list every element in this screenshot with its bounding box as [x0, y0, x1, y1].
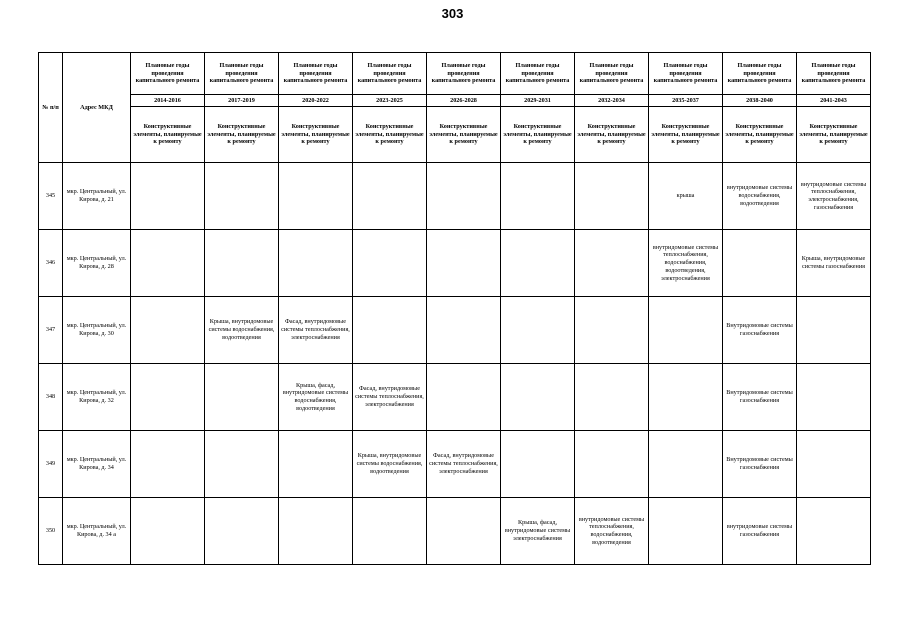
repair-cell — [649, 498, 723, 565]
row-address: мкр. Центральный, ул. Кирова, д. 21 — [63, 163, 131, 230]
repair-cell — [575, 230, 649, 297]
repair-cell — [205, 230, 279, 297]
row-number: 350 — [39, 498, 63, 565]
repair-cell: Фасад, внутридомовые системы теплоснабжения, электроснабжения — [279, 297, 353, 364]
period-years-4: 2026-2028 — [427, 95, 501, 107]
repair-cell: внутридомовые системы теплоснабжения, электроснабжения, газоснабжения — [797, 163, 871, 230]
repair-cell — [649, 364, 723, 431]
period-header-2: Плановые годы проведения капитального ремонта — [279, 53, 353, 95]
elements-header-4: Конструктивные элементы, планируемые к ремонту — [427, 107, 501, 163]
period-header-9: Плановые годы проведения капитального ремонта — [797, 53, 871, 95]
repair-cell — [427, 297, 501, 364]
row-address: мкр. Центральный, ул. Кирова, д. 28 — [63, 230, 131, 297]
repair-cell — [279, 230, 353, 297]
repair-cell: внутридомовые системы газоснабжения — [723, 498, 797, 565]
header-number: № п/п — [39, 53, 63, 163]
repair-cell — [797, 498, 871, 565]
repair-cell: Крыша, внутридомовые системы водоснабжения, водоотведения — [205, 297, 279, 364]
period-header-3: Плановые годы проведения капитального ремонта — [353, 53, 427, 95]
repair-cell — [797, 297, 871, 364]
repair-cell — [797, 364, 871, 431]
repair-cell — [131, 163, 205, 230]
repair-cell: Крыша, фасад, внутридомовые системы водоснабжения, водоотведения — [279, 364, 353, 431]
row-address: мкр. Центральный, ул. Кирова, д. 34 — [63, 431, 131, 498]
elements-header-2: Конструктивные элементы, планируемые к ремонту — [279, 107, 353, 163]
period-header-0: Плановые годы проведения капитального ремонта — [131, 53, 205, 95]
period-header-6: Плановые годы проведения капитального ремонта — [575, 53, 649, 95]
header-address: Адрес МКД — [63, 53, 131, 163]
repair-cell: внутридомовые системы водоснабжения, водоотведения — [723, 163, 797, 230]
row-number: 348 — [39, 364, 63, 431]
row-number: 349 — [39, 431, 63, 498]
repair-cell — [353, 163, 427, 230]
elements-header-6: Конструктивные элементы, планируемые к ремонту — [575, 107, 649, 163]
row-address: мкр. Центральный, ул. Кирова, д. 30 — [63, 297, 131, 364]
repair-cell: Внутридомовые системы газоснабжения — [723, 431, 797, 498]
capital-repair-table — [38, 52, 871, 565]
repair-cell: внутридомовые системы теплоснабжения, водоснабжения, водоотведения — [575, 498, 649, 565]
table-row — [39, 163, 871, 230]
repair-cell — [501, 230, 575, 297]
period-years-9: 2041-2043 — [797, 95, 871, 107]
elements-header-3: Конструктивные элементы, планируемые к ремонту — [353, 107, 427, 163]
repair-cell — [649, 431, 723, 498]
period-years-6: 2032-2034 — [575, 95, 649, 107]
repair-cell — [575, 297, 649, 364]
repair-cell — [353, 498, 427, 565]
repair-cell — [501, 431, 575, 498]
table-row — [39, 498, 871, 565]
repair-cell: Крыша, фасад, внутридомовые системы электроснабжения — [501, 498, 575, 565]
period-years-3: 2023-2025 — [353, 95, 427, 107]
row-number: 347 — [39, 297, 63, 364]
period-years-2: 2020-2022 — [279, 95, 353, 107]
repair-cell — [279, 498, 353, 565]
repair-cell: Фасад, внутридомовые системы теплоснабжения, электроснабжения — [353, 364, 427, 431]
repair-cell — [575, 163, 649, 230]
repair-cell — [131, 230, 205, 297]
repair-cell — [353, 297, 427, 364]
period-header-8: Плановые годы проведения капитального ремонта — [723, 53, 797, 95]
repair-cell — [205, 364, 279, 431]
period-years-0: 2014-2016 — [131, 95, 205, 107]
period-years-8: 2038-2040 — [723, 95, 797, 107]
page-number: 303 — [441, 6, 464, 21]
repair-cell — [723, 230, 797, 297]
row-number: 345 — [39, 163, 63, 230]
repair-cell — [427, 498, 501, 565]
repair-cell — [131, 431, 205, 498]
elements-header-0: Конструктивные элементы, планируемые к ремонту — [131, 107, 205, 163]
repair-cell — [649, 297, 723, 364]
repair-cell — [131, 498, 205, 565]
repair-cell: Фасад, внутридомовые системы теплоснабжения, электроснабжения — [427, 431, 501, 498]
table-row — [39, 230, 871, 297]
repair-cell — [427, 163, 501, 230]
header-row-elements — [39, 107, 871, 163]
repair-cell — [205, 431, 279, 498]
elements-header-9: Конструктивные элементы, планируемые к ремонту — [797, 107, 871, 163]
repair-cell: Внутридомовые системы газоснабжения — [723, 364, 797, 431]
elements-header-1: Конструктивные элементы, планируемые к ремонту — [205, 107, 279, 163]
repair-cell — [427, 230, 501, 297]
repair-cell — [575, 431, 649, 498]
repair-cell — [279, 431, 353, 498]
elements-header-5: Конструктивные элементы, планируемые к ремонту — [501, 107, 575, 163]
repair-cell — [279, 163, 353, 230]
elements-header-7: Конструктивные элементы, планируемые к ремонту — [649, 107, 723, 163]
repair-cell: крыша — [649, 163, 723, 230]
repair-cell — [501, 297, 575, 364]
repair-cell — [575, 364, 649, 431]
period-years-5: 2029-2031 — [501, 95, 575, 107]
table-row — [39, 297, 871, 364]
period-header-4: Плановые годы проведения капитального ремонта — [427, 53, 501, 95]
row-address: мкр. Центральный, ул. Кирова, д. 34 а — [63, 498, 131, 565]
header-row-periods — [39, 53, 871, 95]
period-years-7: 2035-2037 — [649, 95, 723, 107]
period-header-7: Плановые годы проведения капитального ремонта — [649, 53, 723, 95]
row-address: мкр. Центральный, ул. Кирова, д. 32 — [63, 364, 131, 431]
repair-cell — [797, 431, 871, 498]
repair-cell — [427, 364, 501, 431]
row-number: 346 — [39, 230, 63, 297]
header-row-years — [39, 95, 871, 107]
period-years-1: 2017-2019 — [205, 95, 279, 107]
repair-cell — [353, 230, 427, 297]
repair-cell — [501, 364, 575, 431]
repair-cell: внутридомовые системы теплоснабжения, водоснабжения, водоотведения, электроснабжения — [649, 230, 723, 297]
repair-cell — [205, 163, 279, 230]
repair-cell: Крыша, внутридомовые системы водоснабжения, водоотведения — [353, 431, 427, 498]
repair-cell — [131, 297, 205, 364]
elements-header-8: Конструктивные элементы, планируемые к ремонту — [723, 107, 797, 163]
period-header-5: Плановые годы проведения капитального ремонта — [501, 53, 575, 95]
repair-cell — [205, 498, 279, 565]
period-header-1: Плановые годы проведения капитального ремонта — [205, 53, 279, 95]
repair-cell: Внутридомовые системы газоснабжения — [723, 297, 797, 364]
repair-cell: Крыша, внутридомовые системы газоснабжения — [797, 230, 871, 297]
repair-cell — [501, 163, 575, 230]
table-row — [39, 364, 871, 431]
table-row — [39, 431, 871, 498]
repair-cell — [131, 364, 205, 431]
